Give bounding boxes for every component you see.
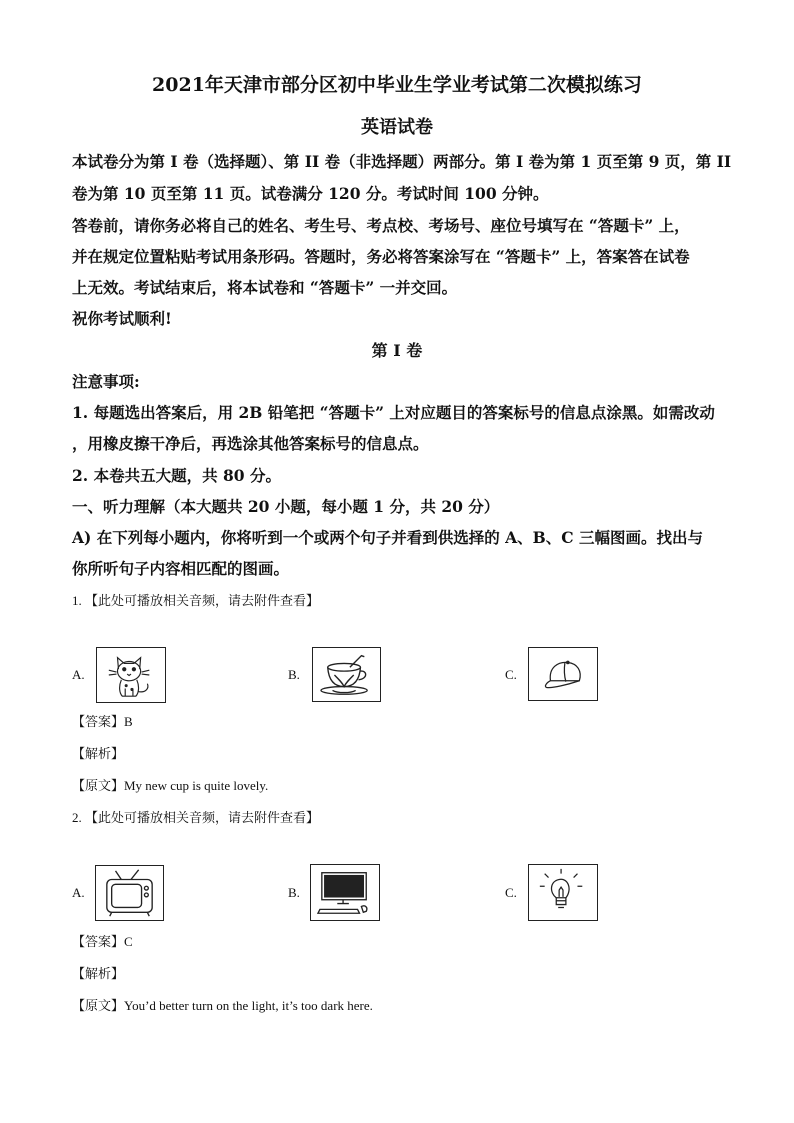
question-1-analysis: 【解析】	[72, 746, 125, 761]
question-1-original-text: 【原文】My new cup is quite lovely.	[72, 778, 269, 793]
option-c-picture[interactable]	[528, 864, 598, 921]
option-b-picture[interactable]	[312, 647, 381, 702]
page-title: 2021年天津市部分区初中毕业生学业考试第二次模拟练习	[152, 74, 642, 96]
option-a-picture[interactable]	[96, 647, 166, 703]
intro-line: 上无效。考试结束后，将本试卷和 “答题卡” 一并交回。	[72, 278, 458, 297]
option-b-picture[interactable]	[310, 864, 380, 921]
option-a-picture[interactable]	[95, 865, 164, 921]
question-2-analysis: 【解析】	[72, 966, 125, 981]
notes-line: 1. 每题选出答案后，用 2B 铅笔把 “答题卡” 上对应题目的答案标号的信息点涂黑。如需改动	[72, 403, 715, 422]
question-2-answer: 【答案】C	[72, 934, 133, 949]
light-bulb-icon	[529, 865, 597, 920]
option-a-label: A.	[72, 667, 85, 682]
option-c-label: C.	[505, 885, 517, 900]
question-2-prompt: 2. 【此处可播放相关音频，请去附件查看】	[72, 810, 320, 825]
option-b-label: B.	[288, 885, 300, 900]
intro-line: 答卷前，请你务必将自己的姓名、考生号、考点校、考场号、座位号填写在 “答题卡” 上，	[72, 216, 690, 235]
notes-line: ，用橡皮擦干净后，再选涂其他答案标号的信息点。	[72, 434, 429, 453]
notes-line: 2. 本卷共五大题，共 80 分。	[72, 466, 281, 485]
intro-line: 卷为第 10 页至第 11 页。试卷满分 120 分。考试时间 100 分钟。	[72, 184, 549, 203]
computer-icon	[311, 865, 379, 920]
option-b-label: B.	[288, 667, 300, 682]
option-c-label: C.	[505, 667, 517, 682]
question-1-answer: 【答案】B	[72, 714, 133, 729]
notes-line: 注意事项:	[72, 372, 140, 391]
intro-line: 本试卷分为第 I 卷（选择题）、第 II 卷（非选择题）两部分。第 I 卷为第 1 页至第 9 页，第 II	[72, 152, 732, 171]
section-title: 第 I 卷	[371, 341, 423, 360]
instruction-line: 你所听句子内容相匹配的图画。	[72, 559, 290, 578]
intro-line: 并在规定位置粘贴考试用条形码。答题时，务必将答案涂写在 “答题卡” 上，答案答在试卷	[72, 247, 690, 266]
cat-icon	[97, 648, 165, 702]
tv-icon	[96, 866, 163, 920]
question-2-original-text: 【原文】You’d better turn on the light, it’s too dark here.	[72, 998, 373, 1013]
section-heading: 一、听力理解（本大题共 20 小题，每小题 1 分，共 20 分）	[72, 497, 500, 516]
cup-icon	[313, 648, 380, 701]
page-subtitle: 英语试卷	[361, 117, 433, 138]
intro-line: 祝你考试顺利!	[72, 309, 172, 328]
cap-icon	[529, 648, 597, 700]
option-a-label: A.	[72, 885, 85, 900]
instruction-line: A) 在下列每小题内，你将听到一个或两个句子并看到供选择的 A、B、C 三幅图画。找出与	[72, 528, 704, 547]
question-1-prompt: 1. 【此处可播放相关音频，请去附件查看】	[72, 593, 320, 608]
option-c-picture[interactable]	[528, 647, 598, 701]
